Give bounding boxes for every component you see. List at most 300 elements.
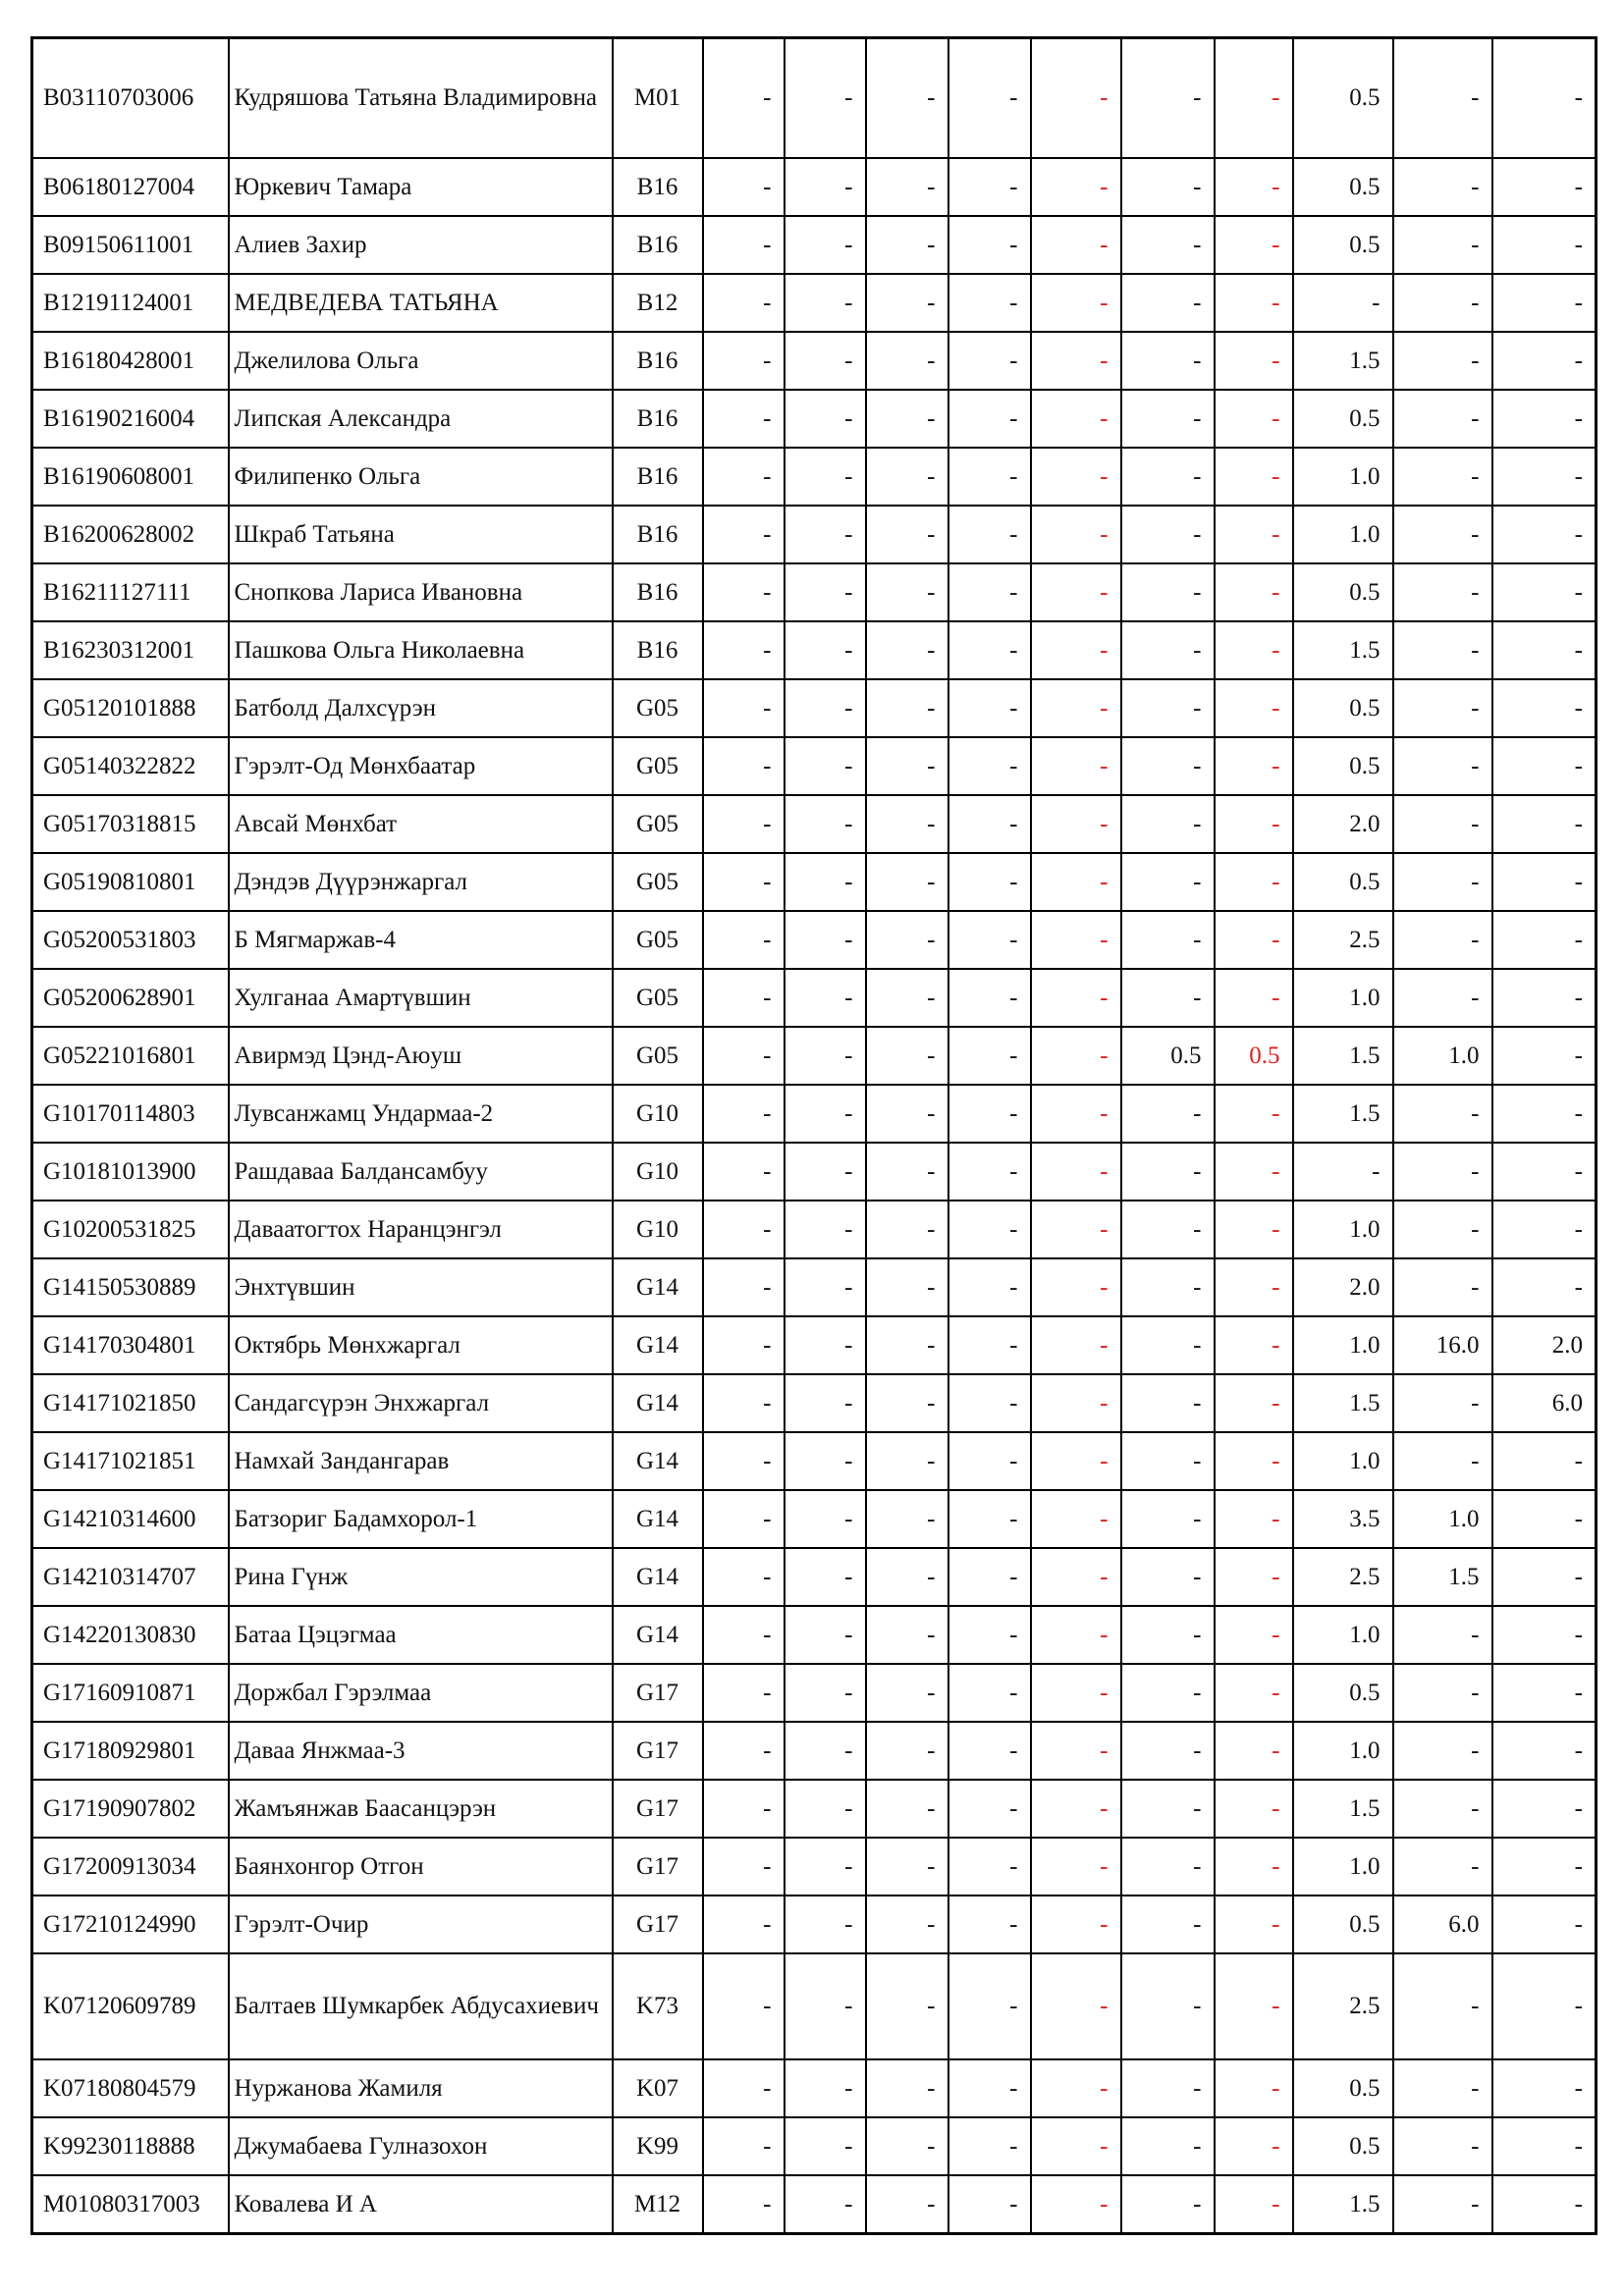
value-cell: -	[1215, 1490, 1293, 1548]
value-cell: 1.0	[1293, 1432, 1393, 1490]
value-cell: 2.5	[1293, 1548, 1393, 1606]
table-row	[32, 332, 1597, 390]
value-cell: 1.0	[1293, 1606, 1393, 1664]
value-cell: -	[1393, 1374, 1492, 1432]
value-cell: -	[1121, 1316, 1215, 1374]
table-row	[32, 1953, 1597, 2059]
value-cell: -	[1393, 911, 1492, 969]
value-cell: -	[785, 1374, 866, 1432]
value-cell: -	[1031, 1085, 1121, 1143]
value-cell: 0.5	[1293, 1896, 1393, 1953]
participant-code-cell: G14171021851	[32, 1432, 229, 1490]
value-cell: -	[1393, 1722, 1492, 1780]
participant-name-cell: Джелилова Ольга	[229, 332, 613, 390]
value-cell: -	[785, 158, 866, 216]
value-cell: -	[1121, 1374, 1215, 1432]
value-cell: -	[1393, 1664, 1492, 1722]
value-cell: -	[703, 1316, 785, 1374]
group-code-cell: B16	[613, 563, 703, 621]
value-cell: -	[1031, 1780, 1121, 1838]
value-cell: -	[1215, 1085, 1293, 1143]
participant-code-cell: G14210314600	[32, 1490, 229, 1548]
value-cell: -	[785, 448, 866, 506]
value-cell: -	[866, 621, 948, 679]
value-cell: -	[1492, 679, 1597, 737]
value-cell: -	[1031, 332, 1121, 390]
value-cell: -	[1121, 390, 1215, 448]
table-row	[32, 506, 1597, 563]
participant-name-cell: Лувсанжамц Ундармаа-2	[229, 1085, 613, 1143]
value-cell: -	[785, 216, 866, 274]
group-code-cell: B16	[613, 621, 703, 679]
value-cell: -	[866, 853, 948, 911]
group-code-cell: G14	[613, 1374, 703, 1432]
participant-name-cell: Джумабаева Гулназохон	[229, 2117, 613, 2175]
value-cell: -	[1031, 969, 1121, 1027]
group-code-cell: G17	[613, 1896, 703, 1953]
value-cell: -	[1031, 158, 1121, 216]
value-cell: -	[785, 969, 866, 1027]
value-cell: -	[785, 1432, 866, 1490]
value-cell: -	[703, 1374, 785, 1432]
participant-code-cell: K07180804579	[32, 2059, 229, 2117]
value-cell: -	[948, 1432, 1031, 1490]
value-cell: -	[703, 2117, 785, 2175]
value-cell: -	[1215, 1258, 1293, 1316]
value-cell: -	[866, 390, 948, 448]
participant-name-cell: Нуржанова Жамиля	[229, 2059, 613, 2117]
group-code-cell: G05	[613, 679, 703, 737]
table-row	[32, 274, 1597, 332]
value-cell: -	[703, 216, 785, 274]
value-cell: -	[866, 1490, 948, 1548]
participant-code-cell: G10200531825	[32, 1201, 229, 1258]
participant-name-cell: Снопкова Лариса Ивановна	[229, 563, 613, 621]
value-cell: 0.5	[1293, 2117, 1393, 2175]
value-cell: 2.5	[1293, 1953, 1393, 2059]
value-cell: -	[1215, 390, 1293, 448]
value-cell: -	[703, 1722, 785, 1780]
participant-code-cell: G05200531803	[32, 911, 229, 969]
value-cell: -	[1215, 679, 1293, 737]
participant-code-cell: B06180127004	[32, 158, 229, 216]
value-cell: -	[1031, 2117, 1121, 2175]
value-cell: 0.5	[1215, 1027, 1293, 1085]
table-row	[32, 1780, 1597, 1838]
value-cell: -	[1215, 1143, 1293, 1201]
value-cell: -	[948, 1374, 1031, 1432]
value-cell: -	[1215, 1838, 1293, 1896]
table-row	[32, 1490, 1597, 1548]
value-cell: 2.0	[1293, 1258, 1393, 1316]
table-row	[32, 1374, 1597, 1432]
value-cell: -	[785, 1490, 866, 1548]
table-row	[32, 2059, 1597, 2117]
value-cell: 0.5	[1293, 2059, 1393, 2117]
value-cell: -	[1492, 390, 1597, 448]
value-cell: -	[948, 216, 1031, 274]
value-cell: -	[1031, 1953, 1121, 2059]
group-code-cell: B16	[613, 506, 703, 563]
participant-name-cell: Дэндэв Дүүрэнжаргал	[229, 853, 613, 911]
value-cell: -	[703, 1258, 785, 1316]
table-row	[32, 1143, 1597, 1201]
value-cell: -	[1492, 158, 1597, 216]
value-cell: -	[1121, 1258, 1215, 1316]
value-cell: -	[1492, 1548, 1597, 1606]
participant-name-cell: Баянхонгор Отгон	[229, 1838, 613, 1896]
value-cell: -	[785, 1780, 866, 1838]
participant-name-cell: Сандагсүрэн Энхжаргал	[229, 1374, 613, 1432]
value-cell: 1.0	[1393, 1490, 1492, 1548]
group-code-cell: G05	[613, 737, 703, 795]
value-cell: -	[1121, 448, 1215, 506]
value-cell: 1.0	[1293, 1838, 1393, 1896]
value-cell: -	[1393, 795, 1492, 853]
group-code-cell: G05	[613, 795, 703, 853]
value-cell: -	[1215, 737, 1293, 795]
value-cell: -	[1031, 1258, 1121, 1316]
value-cell: 2.5	[1293, 911, 1393, 969]
value-cell: -	[1492, 216, 1597, 274]
value-cell: -	[1492, 1780, 1597, 1838]
participant-name-cell: Батаа Цэцэгмаа	[229, 1606, 613, 1664]
value-cell: -	[1492, 1664, 1597, 1722]
value-cell: -	[1121, 969, 1215, 1027]
value-cell: -	[1215, 1722, 1293, 1780]
participant-code-cell: K99230118888	[32, 2117, 229, 2175]
value-cell: -	[866, 506, 948, 563]
group-code-cell: K99	[613, 2117, 703, 2175]
value-cell: -	[1031, 1490, 1121, 1548]
value-cell: -	[1393, 506, 1492, 563]
value-cell: -	[948, 1606, 1031, 1664]
participant-name-cell: Жамъянжав Баасанцэрэн	[229, 1780, 613, 1838]
value-cell: -	[948, 1953, 1031, 2059]
value-cell: -	[1215, 158, 1293, 216]
participant-code-cell: G14170304801	[32, 1316, 229, 1374]
group-code-cell: G14	[613, 1258, 703, 1316]
value-cell: -	[1121, 1664, 1215, 1722]
value-cell: -	[1031, 1896, 1121, 1953]
value-cell: -	[1031, 621, 1121, 679]
value-cell: -	[703, 1953, 785, 2059]
value-cell: -	[1031, 911, 1121, 969]
value-cell: -	[785, 1201, 866, 1258]
value-cell: -	[1492, 1896, 1597, 1953]
value-cell: -	[1215, 2059, 1293, 2117]
table-row	[32, 1548, 1597, 1606]
value-cell: -	[1121, 274, 1215, 332]
value-cell: -	[948, 1838, 1031, 1896]
table-row	[32, 679, 1597, 737]
value-cell: -	[1393, 1432, 1492, 1490]
value-cell: -	[1393, 1143, 1492, 1201]
value-cell: -	[1393, 853, 1492, 911]
value-cell: -	[866, 158, 948, 216]
value-cell: -	[866, 448, 948, 506]
table-row	[32, 1432, 1597, 1490]
participant-code-cell: B03110703006	[32, 38, 229, 159]
group-code-cell: G17	[613, 1664, 703, 1722]
group-code-cell: B12	[613, 274, 703, 332]
group-code-cell: G17	[613, 1780, 703, 1838]
participant-name-cell: МЕДВЕДЕВА ТАТЬЯНА	[229, 274, 613, 332]
value-cell: -	[948, 621, 1031, 679]
value-cell: -	[866, 1432, 948, 1490]
value-cell: -	[1121, 1201, 1215, 1258]
participant-code-cell: B16200628002	[32, 506, 229, 563]
value-cell: -	[785, 853, 866, 911]
table-row	[32, 1722, 1597, 1780]
table-row	[32, 2117, 1597, 2175]
value-cell: -	[1393, 1838, 1492, 1896]
value-cell: -	[1215, 274, 1293, 332]
table-row	[32, 390, 1597, 448]
value-cell: -	[1215, 506, 1293, 563]
value-cell: -	[948, 853, 1031, 911]
value-cell: 3.5	[1293, 1490, 1393, 1548]
value-cell: -	[948, 390, 1031, 448]
value-cell: -	[1121, 1953, 1215, 2059]
value-cell: -	[1121, 506, 1215, 563]
value-cell: -	[785, 1316, 866, 1374]
value-cell: -	[1393, 1780, 1492, 1838]
value-cell: -	[1393, 38, 1492, 159]
participant-code-cell: G05190810801	[32, 853, 229, 911]
value-cell: -	[1031, 563, 1121, 621]
participant-code-cell: G05120101888	[32, 679, 229, 737]
participant-name-cell: Пашкова Ольга Николаевна	[229, 621, 613, 679]
value-cell: -	[1121, 795, 1215, 853]
table-row	[32, 969, 1597, 1027]
value-cell: -	[866, 679, 948, 737]
value-cell: -	[1215, 38, 1293, 159]
value-cell: -	[866, 216, 948, 274]
value-cell: -	[1121, 2175, 1215, 2234]
value-cell: -	[1121, 1432, 1215, 1490]
value-cell: -	[948, 1258, 1031, 1316]
table-row	[32, 795, 1597, 853]
value-cell: -	[866, 1722, 948, 1780]
value-cell: -	[948, 1316, 1031, 1374]
table-row	[32, 737, 1597, 795]
value-cell: -	[1293, 1143, 1393, 1201]
value-cell: -	[948, 1722, 1031, 1780]
value-cell: -	[785, 737, 866, 795]
value-cell: -	[948, 1664, 1031, 1722]
participant-code-cell: G14220130830	[32, 1606, 229, 1664]
value-cell: -	[866, 1085, 948, 1143]
table-row	[32, 853, 1597, 911]
value-cell: -	[703, 1664, 785, 1722]
value-cell: -	[1031, 1664, 1121, 1722]
results-table	[30, 36, 1597, 2235]
value-cell: -	[1215, 1664, 1293, 1722]
value-cell: -	[1393, 332, 1492, 390]
value-cell: -	[785, 1258, 866, 1316]
value-cell: -	[1121, 158, 1215, 216]
value-cell: -	[785, 1085, 866, 1143]
value-cell: -	[866, 911, 948, 969]
value-cell: 1.0	[1293, 1316, 1393, 1374]
value-cell: -	[1492, 332, 1597, 390]
value-cell: -	[948, 506, 1031, 563]
group-code-cell: G14	[613, 1548, 703, 1606]
participant-name-cell: Алиев Захир	[229, 216, 613, 274]
participant-code-cell: B12191124001	[32, 274, 229, 332]
participant-code-cell: G14210314707	[32, 1548, 229, 1606]
value-cell: -	[866, 274, 948, 332]
group-code-cell: G05	[613, 969, 703, 1027]
value-cell: -	[1215, 1316, 1293, 1374]
value-cell: -	[785, 1664, 866, 1722]
value-cell: -	[948, 1490, 1031, 1548]
group-code-cell: B16	[613, 158, 703, 216]
value-cell: -	[1215, 332, 1293, 390]
participant-name-cell: Батболд Далхсүрэн	[229, 679, 613, 737]
table-body	[32, 38, 1597, 2234]
value-cell: -	[1393, 216, 1492, 274]
value-cell: -	[948, 1201, 1031, 1258]
value-cell: -	[948, 158, 1031, 216]
value-cell: -	[1121, 216, 1215, 274]
value-cell: -	[1031, 853, 1121, 911]
value-cell: 1.5	[1293, 1085, 1393, 1143]
value-cell: -	[1121, 853, 1215, 911]
value-cell: 1.0	[1393, 1027, 1492, 1085]
participant-code-cell: M01080317003	[32, 2175, 229, 2234]
value-cell: -	[1121, 1548, 1215, 1606]
value-cell: -	[1031, 1201, 1121, 1258]
value-cell: -	[1031, 679, 1121, 737]
value-cell: -	[703, 737, 785, 795]
group-code-cell: G10	[613, 1201, 703, 1258]
value-cell: 2.0	[1293, 795, 1393, 853]
value-cell: -	[1393, 1085, 1492, 1143]
table-row	[32, 563, 1597, 621]
value-cell: -	[785, 332, 866, 390]
value-cell: 1.0	[1293, 506, 1393, 563]
participant-code-cell: G10181013900	[32, 1143, 229, 1201]
value-cell: -	[1031, 1548, 1121, 1606]
value-cell: -	[1492, 1953, 1597, 2059]
value-cell: -	[785, 1606, 866, 1664]
value-cell: -	[703, 2175, 785, 2234]
value-cell: -	[1393, 2117, 1492, 2175]
participant-code-cell: B16190216004	[32, 390, 229, 448]
value-cell: -	[703, 158, 785, 216]
value-cell: -	[1492, 853, 1597, 911]
value-cell: -	[1031, 2175, 1121, 2234]
value-cell: -	[1215, 1201, 1293, 1258]
value-cell: -	[1215, 2117, 1293, 2175]
value-cell: -	[1492, 274, 1597, 332]
value-cell: -	[1121, 1780, 1215, 1838]
value-cell: -	[703, 679, 785, 737]
value-cell: -	[785, 1027, 866, 1085]
value-cell: -	[703, 1143, 785, 1201]
value-cell: -	[1393, 737, 1492, 795]
value-cell: -	[1293, 274, 1393, 332]
value-cell: 1.5	[1293, 1374, 1393, 1432]
value-cell: -	[1031, 1722, 1121, 1780]
value-cell: -	[1031, 1316, 1121, 1374]
value-cell: -	[703, 506, 785, 563]
value-cell: -	[866, 1548, 948, 1606]
value-cell: -	[703, 621, 785, 679]
table-row	[32, 1896, 1597, 1953]
participant-name-cell: Даваа Янжмаа-3	[229, 1722, 613, 1780]
value-cell: -	[866, 1953, 948, 2059]
value-cell: -	[1031, 1838, 1121, 1896]
value-cell: -	[866, 1838, 948, 1896]
value-cell: -	[703, 448, 785, 506]
value-cell: -	[948, 448, 1031, 506]
value-cell: -	[1215, 1953, 1293, 2059]
participant-name-cell: Гэрэлт-Од Мөнхбаатар	[229, 737, 613, 795]
value-cell: -	[1492, 2117, 1597, 2175]
participant-name-cell: Кудряшова Татьяна Владимировна	[229, 38, 613, 159]
value-cell: -	[1215, 1432, 1293, 1490]
value-cell: -	[785, 506, 866, 563]
value-cell: -	[1031, 216, 1121, 274]
value-cell: -	[1121, 38, 1215, 159]
participant-name-cell: Балтаев Шумкарбек Абдусахиевич	[229, 1953, 613, 2059]
value-cell: 0.5	[1293, 737, 1393, 795]
value-cell: -	[703, 1027, 785, 1085]
value-cell: -	[703, 1780, 785, 1838]
value-cell: -	[866, 1258, 948, 1316]
value-cell: -	[1492, 1722, 1597, 1780]
value-cell: -	[703, 38, 785, 159]
value-cell: 1.5	[1393, 1548, 1492, 1606]
value-cell: -	[1215, 969, 1293, 1027]
value-cell: -	[1121, 679, 1215, 737]
group-code-cell: B16	[613, 448, 703, 506]
value-cell: -	[866, 2175, 948, 2234]
value-cell: -	[1215, 795, 1293, 853]
value-cell: -	[866, 969, 948, 1027]
value-cell: -	[1031, 390, 1121, 448]
value-cell: -	[866, 1606, 948, 1664]
participant-code-cell: G17210124990	[32, 1896, 229, 1953]
value-cell: -	[703, 274, 785, 332]
group-code-cell: G14	[613, 1316, 703, 1374]
value-cell: -	[1121, 2059, 1215, 2117]
value-cell: -	[703, 1606, 785, 1664]
participant-name-cell: Хулганаа Амартүвшин	[229, 969, 613, 1027]
value-cell: -	[1492, 1085, 1597, 1143]
value-cell: -	[866, 332, 948, 390]
table-row	[32, 1838, 1597, 1896]
value-cell: -	[785, 563, 866, 621]
value-cell: -	[1121, 1722, 1215, 1780]
value-cell: -	[785, 1838, 866, 1896]
value-cell: 0.5	[1293, 679, 1393, 737]
value-cell: -	[1492, 563, 1597, 621]
value-cell: 1.0	[1293, 1201, 1393, 1258]
group-code-cell: G05	[613, 1027, 703, 1085]
group-code-cell: K73	[613, 1953, 703, 2059]
value-cell: -	[1031, 274, 1121, 332]
value-cell: -	[948, 1896, 1031, 1953]
participant-code-cell: K07120609789	[32, 1953, 229, 2059]
value-cell: -	[866, 1664, 948, 1722]
group-code-cell: M12	[613, 2175, 703, 2234]
value-cell: -	[948, 969, 1031, 1027]
value-cell: -	[1215, 911, 1293, 969]
